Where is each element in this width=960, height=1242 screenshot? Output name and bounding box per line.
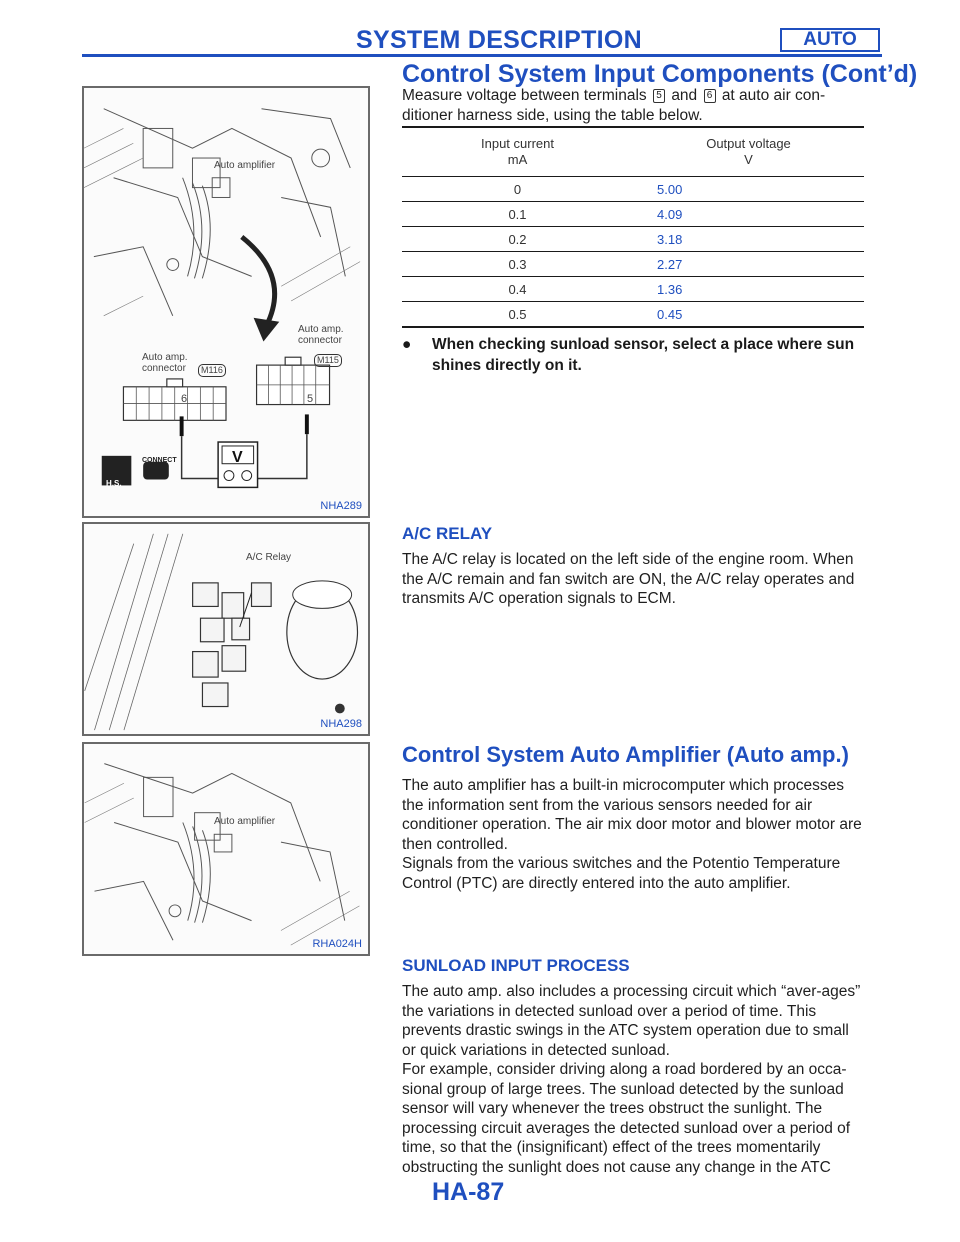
table-cell-output: 0.45: [657, 306, 683, 322]
table-header-input: Input current mA: [481, 136, 554, 167]
fig2-label-ac-relay: A/C Relay: [246, 552, 292, 563]
table-header-row: [402, 128, 864, 176]
measure-paragraph: [402, 86, 864, 125]
table-bottom-rule: [402, 326, 864, 328]
header-badge: AUTO: [780, 28, 880, 52]
fig1-connect-label: CONNECT: [142, 457, 177, 464]
auto-amp-heading: Control System Auto Amplifier (Auto amp.): [402, 742, 849, 767]
bullet-icon: ●: [402, 336, 412, 353]
measure-text-part2: at auto air con-: [721, 87, 826, 104]
figure-auto-amp-connector-drawing: [84, 88, 368, 516]
section-title: Control System Input Components (Cont’d): [402, 60, 918, 88]
table-row: [402, 251, 864, 276]
fig1-connector-id-m115: M115: [314, 354, 342, 367]
fig1-label-connector-right: Auto amp. connector: [298, 324, 344, 346]
fig2-code: NHA298: [320, 718, 362, 730]
fig3-label-auto-amplifier: Auto amplifier: [214, 816, 276, 827]
auto-amp-body: [402, 776, 864, 893]
fig1-connector-id-m116: M116: [198, 364, 226, 377]
figure-auto-amplifier: [82, 742, 370, 956]
fig1-hs-label: H.S.: [106, 479, 122, 488]
table-row: [402, 276, 864, 301]
fig1-voltmeter-label: V: [232, 449, 243, 466]
table-cell-output: 5.00: [657, 181, 683, 197]
sunload-note-text: When checking sunload sensor, select a place where sun shines directly on it.: [432, 336, 855, 374]
fig1-pin-6: 6: [181, 393, 188, 405]
measure-text-and: and: [671, 87, 698, 104]
table-cell-output: 4.09: [657, 206, 683, 222]
table-cell-input: 0.2: [508, 231, 527, 247]
figure-auto-amp-connector: [82, 86, 370, 518]
header-rule: [82, 54, 882, 57]
table-cell-output: 2.27: [657, 256, 683, 272]
sunload-body-2: For example, consider driving along a road bordered by an occa-sional group of large trees. The sunload detected by the sunload sensor will vary whenever the trees obstruct the sunlight. The processing circuit averages the detected sunload over a period of time, so that the (insignificant) effect of the trees momentarily obstructing the sunlight does not cause any change in the ATC: [402, 1061, 851, 1176]
voltage-table: [402, 126, 864, 328]
sunload-body: [402, 982, 864, 1177]
page-number: HA-87: [432, 1178, 505, 1206]
ac-relay-body: The A/C relay is located on the left side of the engine room. When the A/C remain and fan switch are ON, the A/C relay operates and transmits A/C operation signals to ECM.: [402, 551, 855, 607]
ac-relay-heading: A/C RELAY: [402, 524, 493, 543]
table-row: [402, 301, 864, 326]
sunload-body-1: The auto amp. also includes a processing circuit which “aver-ages” the variations in detected sunload over a period of time. This prevents drastic swings in the ATC system operation due to small or quick variations in detected sunload.: [402, 983, 861, 1059]
table-header-output: Output voltage V: [706, 136, 791, 167]
sunload-note: [402, 334, 864, 376]
table-cell-output: 1.36: [657, 281, 683, 297]
measure-text-part1: Measure voltage between terminals: [402, 87, 647, 104]
sunload-heading: SUNLOAD INPUT PROCESS: [402, 956, 630, 975]
fig1-pin-5: 5: [307, 393, 314, 405]
table-cell-input: 0.3: [508, 256, 527, 272]
figure-ac-relay: [82, 522, 370, 736]
table-row: [402, 201, 864, 226]
table-cell-input: 0.1: [508, 206, 527, 222]
header-title: SYSTEM DESCRIPTION: [356, 26, 642, 54]
figure-auto-amplifier-drawing: [84, 744, 368, 954]
auto-amp-body-2: Signals from the various switches and the Potentio Temperature Control (PTC) are directly entered into the auto amplifier.: [402, 855, 841, 892]
auto-amp-body-1: The auto amplifier has a built-in microcomputer which processes the information sent from the various sensors needed for air conditioner operation. The air mix door motor and blower motor are then controlled.: [402, 777, 862, 853]
measure-text-line2: ditioner harness side, using the table below.: [402, 106, 703, 124]
fig1-label-auto-amplifier: Auto amplifier: [214, 160, 276, 171]
figure-ac-relay-drawing: [84, 524, 368, 734]
fig3-code: RHA024H: [312, 938, 362, 950]
terminal-5-badge: 5: [653, 89, 665, 103]
table-row: [402, 176, 864, 201]
fig1-label-connector-left: Auto amp. connector: [142, 352, 188, 374]
table-cell-input: 0: [513, 181, 522, 197]
table-row: [402, 226, 864, 251]
table-cell-input: 0.5: [508, 306, 527, 322]
table-cell-input: 0.4: [508, 281, 527, 297]
fig1-code: NHA289: [320, 500, 362, 512]
terminal-6-badge: 6: [704, 89, 716, 103]
table-cell-output: 3.18: [657, 231, 683, 247]
